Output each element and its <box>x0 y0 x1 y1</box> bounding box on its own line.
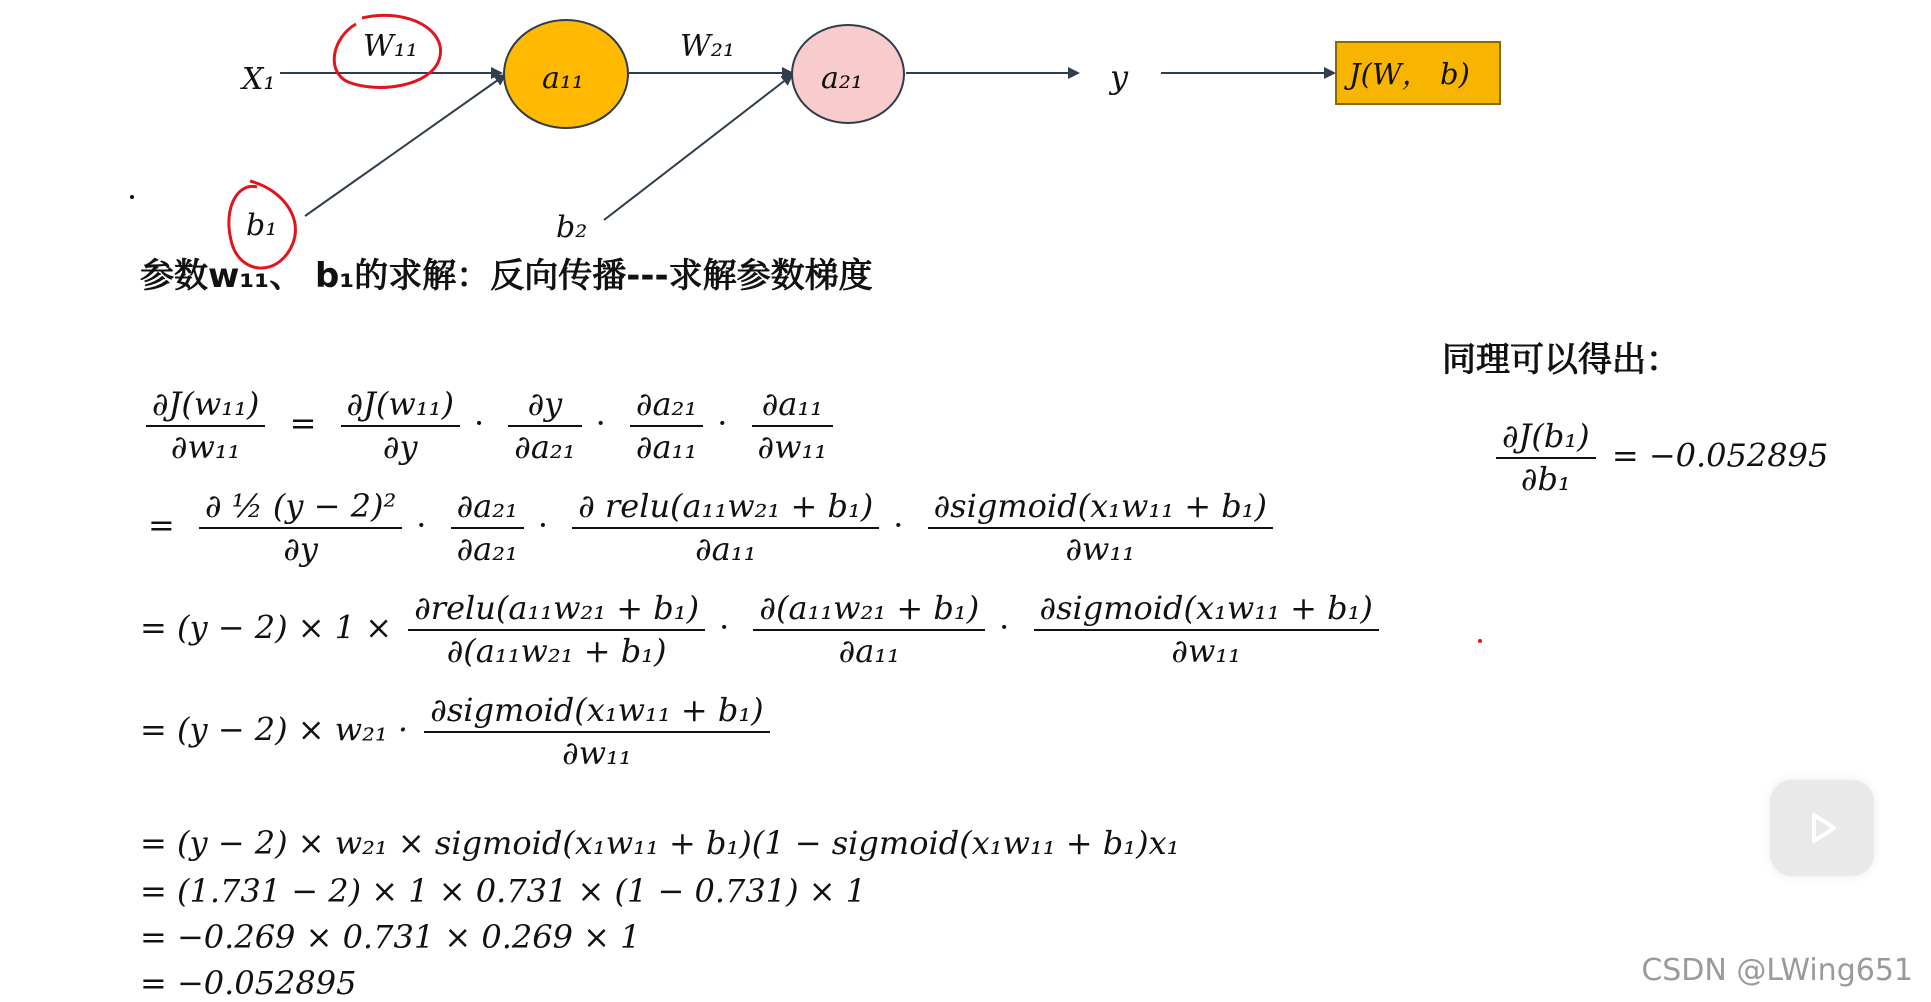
b2-label: b₂ <box>556 210 588 245</box>
eq2-f2-den: ∂a₂₁ <box>456 529 518 568</box>
b1-label: b₁ <box>246 208 278 243</box>
cost-label: J(W， b) <box>1349 57 1470 91</box>
eq3-f2-num: ∂(a₁₁w₂₁ + b₁) <box>759 589 980 627</box>
eq2-f1-num: ∂ ½ (y − 2)² <box>204 487 397 525</box>
eq4-prefix: = (y − 2) × w₂₁ · <box>140 710 409 749</box>
eq1-f2 <box>508 386 581 466</box>
eq1-f4-num: ∂a₁₁ <box>761 385 823 423</box>
dot-op: · <box>537 506 549 545</box>
eq1-f4-den: ∂w₁₁ <box>757 427 828 466</box>
eq2-f2-num: ∂a₂₁ <box>456 487 518 525</box>
eq1-f3 <box>630 386 703 466</box>
eq-line-6: = (1.731 − 2) × 1 × 0.731 × (1 − 0.731) × 1 <box>140 872 867 910</box>
eq-line-3 <box>140 590 1385 670</box>
eq4-f1-bar <box>424 731 769 733</box>
eq-line-4 <box>140 692 776 772</box>
eq1-f3-den: ∂a₁₁ <box>635 427 698 466</box>
eq1-f1-num: ∂J(w₁₁) <box>346 385 454 423</box>
w11-label: W₁₁ <box>363 29 418 64</box>
y-label: y <box>1110 58 1129 96</box>
x1-label: X₁ <box>242 62 276 97</box>
eq1-f1 <box>341 386 460 466</box>
eq3-f1-num: ∂relu(a₁₁w₂₁ + b₁) <box>414 589 700 627</box>
a21-label: a₂₁ <box>821 61 863 96</box>
eq4-f1-den: ∂w₁₁ <box>562 733 632 772</box>
dot-op: · <box>719 608 730 647</box>
eq2-f1-den: ∂y <box>283 529 318 568</box>
section-heading: 参数w₁₁、 b₁的求解：反向传播---求解参数梯度 <box>140 256 873 296</box>
eq3-f2 <box>753 590 985 670</box>
eq1-lhs-numerator: ∂J(w₁₁) <box>152 385 260 423</box>
eq2-f2 <box>451 488 524 568</box>
eq2-f1 <box>199 488 402 568</box>
eq3-f1-bar <box>408 629 705 631</box>
eq2-f4-num: ∂sigmoid(x₁w₁₁ + b₁) <box>933 487 1267 525</box>
eq1-f4-bar <box>752 425 834 427</box>
side-result <box>1490 418 1828 498</box>
dot-op: · <box>999 608 1010 647</box>
eq1-f1-bar <box>341 425 460 427</box>
dot-op: · <box>893 506 904 545</box>
watermark: CSDN @LWing651 <box>1641 953 1913 988</box>
eq-line-5: = (y − 2) × w₂₁ × sigmoid(x₁w₁₁ + b₁)(1 − sigmoid(x₁w₁₁ + b₁)x₁ <box>140 824 1180 862</box>
eq2-f3-den: ∂a₁₁ <box>695 529 757 568</box>
dot-op: · <box>416 506 427 545</box>
eq-line-2 <box>140 488 1279 568</box>
edge-b2-a21 <box>604 75 792 220</box>
eq1-f2-bar <box>508 425 581 427</box>
eq3-f2-den: ∂a₁₁ <box>838 631 900 670</box>
side-result-denominator: ∂b₁ <box>1520 459 1571 498</box>
eq3-f3-bar <box>1034 629 1379 631</box>
side-result-numerator: ∂J(b₁) <box>1502 417 1590 455</box>
eq1-lhs-denominator: ∂w₁₁ <box>170 427 241 466</box>
eq3-f3-num: ∂sigmoid(x₁w₁₁ + b₁) <box>1039 589 1373 627</box>
eq1-lhs-fraction <box>146 386 265 466</box>
eq3-f1 <box>408 590 705 670</box>
eq3-f3-den: ∂w₁₁ <box>1171 631 1241 670</box>
eq1-equals: = <box>289 404 317 443</box>
edge-b1-a11 <box>305 75 505 216</box>
side-result-value: = −0.052895 <box>1611 436 1829 475</box>
eq3-f2-bar <box>753 629 985 631</box>
eq1-f2-num: ∂y <box>527 385 563 423</box>
eq1-f3-num: ∂a₂₁ <box>635 385 698 423</box>
eq2-f1-bar <box>199 527 402 529</box>
a11-label: a₁₁ <box>542 61 584 96</box>
small-dot <box>130 195 134 199</box>
eq2-f4 <box>928 488 1273 568</box>
dot-op: · <box>717 404 728 443</box>
eq1-f2-den: ∂a₂₁ <box>514 427 576 466</box>
eq1-f1-den: ∂y <box>382 427 418 466</box>
eq3-f1-den: ∂(a₁₁w₂₁ + b₁) <box>446 631 667 670</box>
play-icon <box>1801 807 1843 849</box>
dot-op: · <box>595 404 606 443</box>
eq2-f2-bar <box>451 527 524 529</box>
eq1-lhs-bar <box>146 425 265 427</box>
eq4-f1-num: ∂sigmoid(x₁w₁₁ + b₁) <box>430 691 764 729</box>
small-red-dot <box>1478 639 1482 643</box>
eq1-f4 <box>752 386 834 466</box>
eq2-equals: = <box>148 506 175 545</box>
eq3-prefix: = (y − 2) × 1 × <box>140 608 393 647</box>
eq1-f3-bar <box>630 425 703 427</box>
eq2-f4-bar <box>928 527 1273 529</box>
eq2-f3-num: ∂ relu(a₁₁w₂₁ + b₁) <box>578 487 874 525</box>
eq-line-7: = −0.269 × 0.731 × 0.269 × 1 <box>140 918 641 956</box>
eq4-f1 <box>424 692 769 772</box>
eq2-f4-den: ∂w₁₁ <box>1065 529 1136 568</box>
side-heading: 同理可以得出： <box>1442 340 1680 380</box>
eq-line-1 <box>140 386 839 466</box>
dot-op: · <box>473 404 485 443</box>
side-result-fraction <box>1496 418 1596 498</box>
play-button[interactable] <box>1770 780 1874 876</box>
eq2-f3 <box>572 488 879 568</box>
eq2-f3-bar <box>572 527 879 529</box>
eq-line-8: = −0.052895 <box>140 964 357 1002</box>
eq3-f3 <box>1034 590 1379 670</box>
w21-label: W₂₁ <box>680 29 735 64</box>
side-result-fraction-bar <box>1496 457 1596 459</box>
